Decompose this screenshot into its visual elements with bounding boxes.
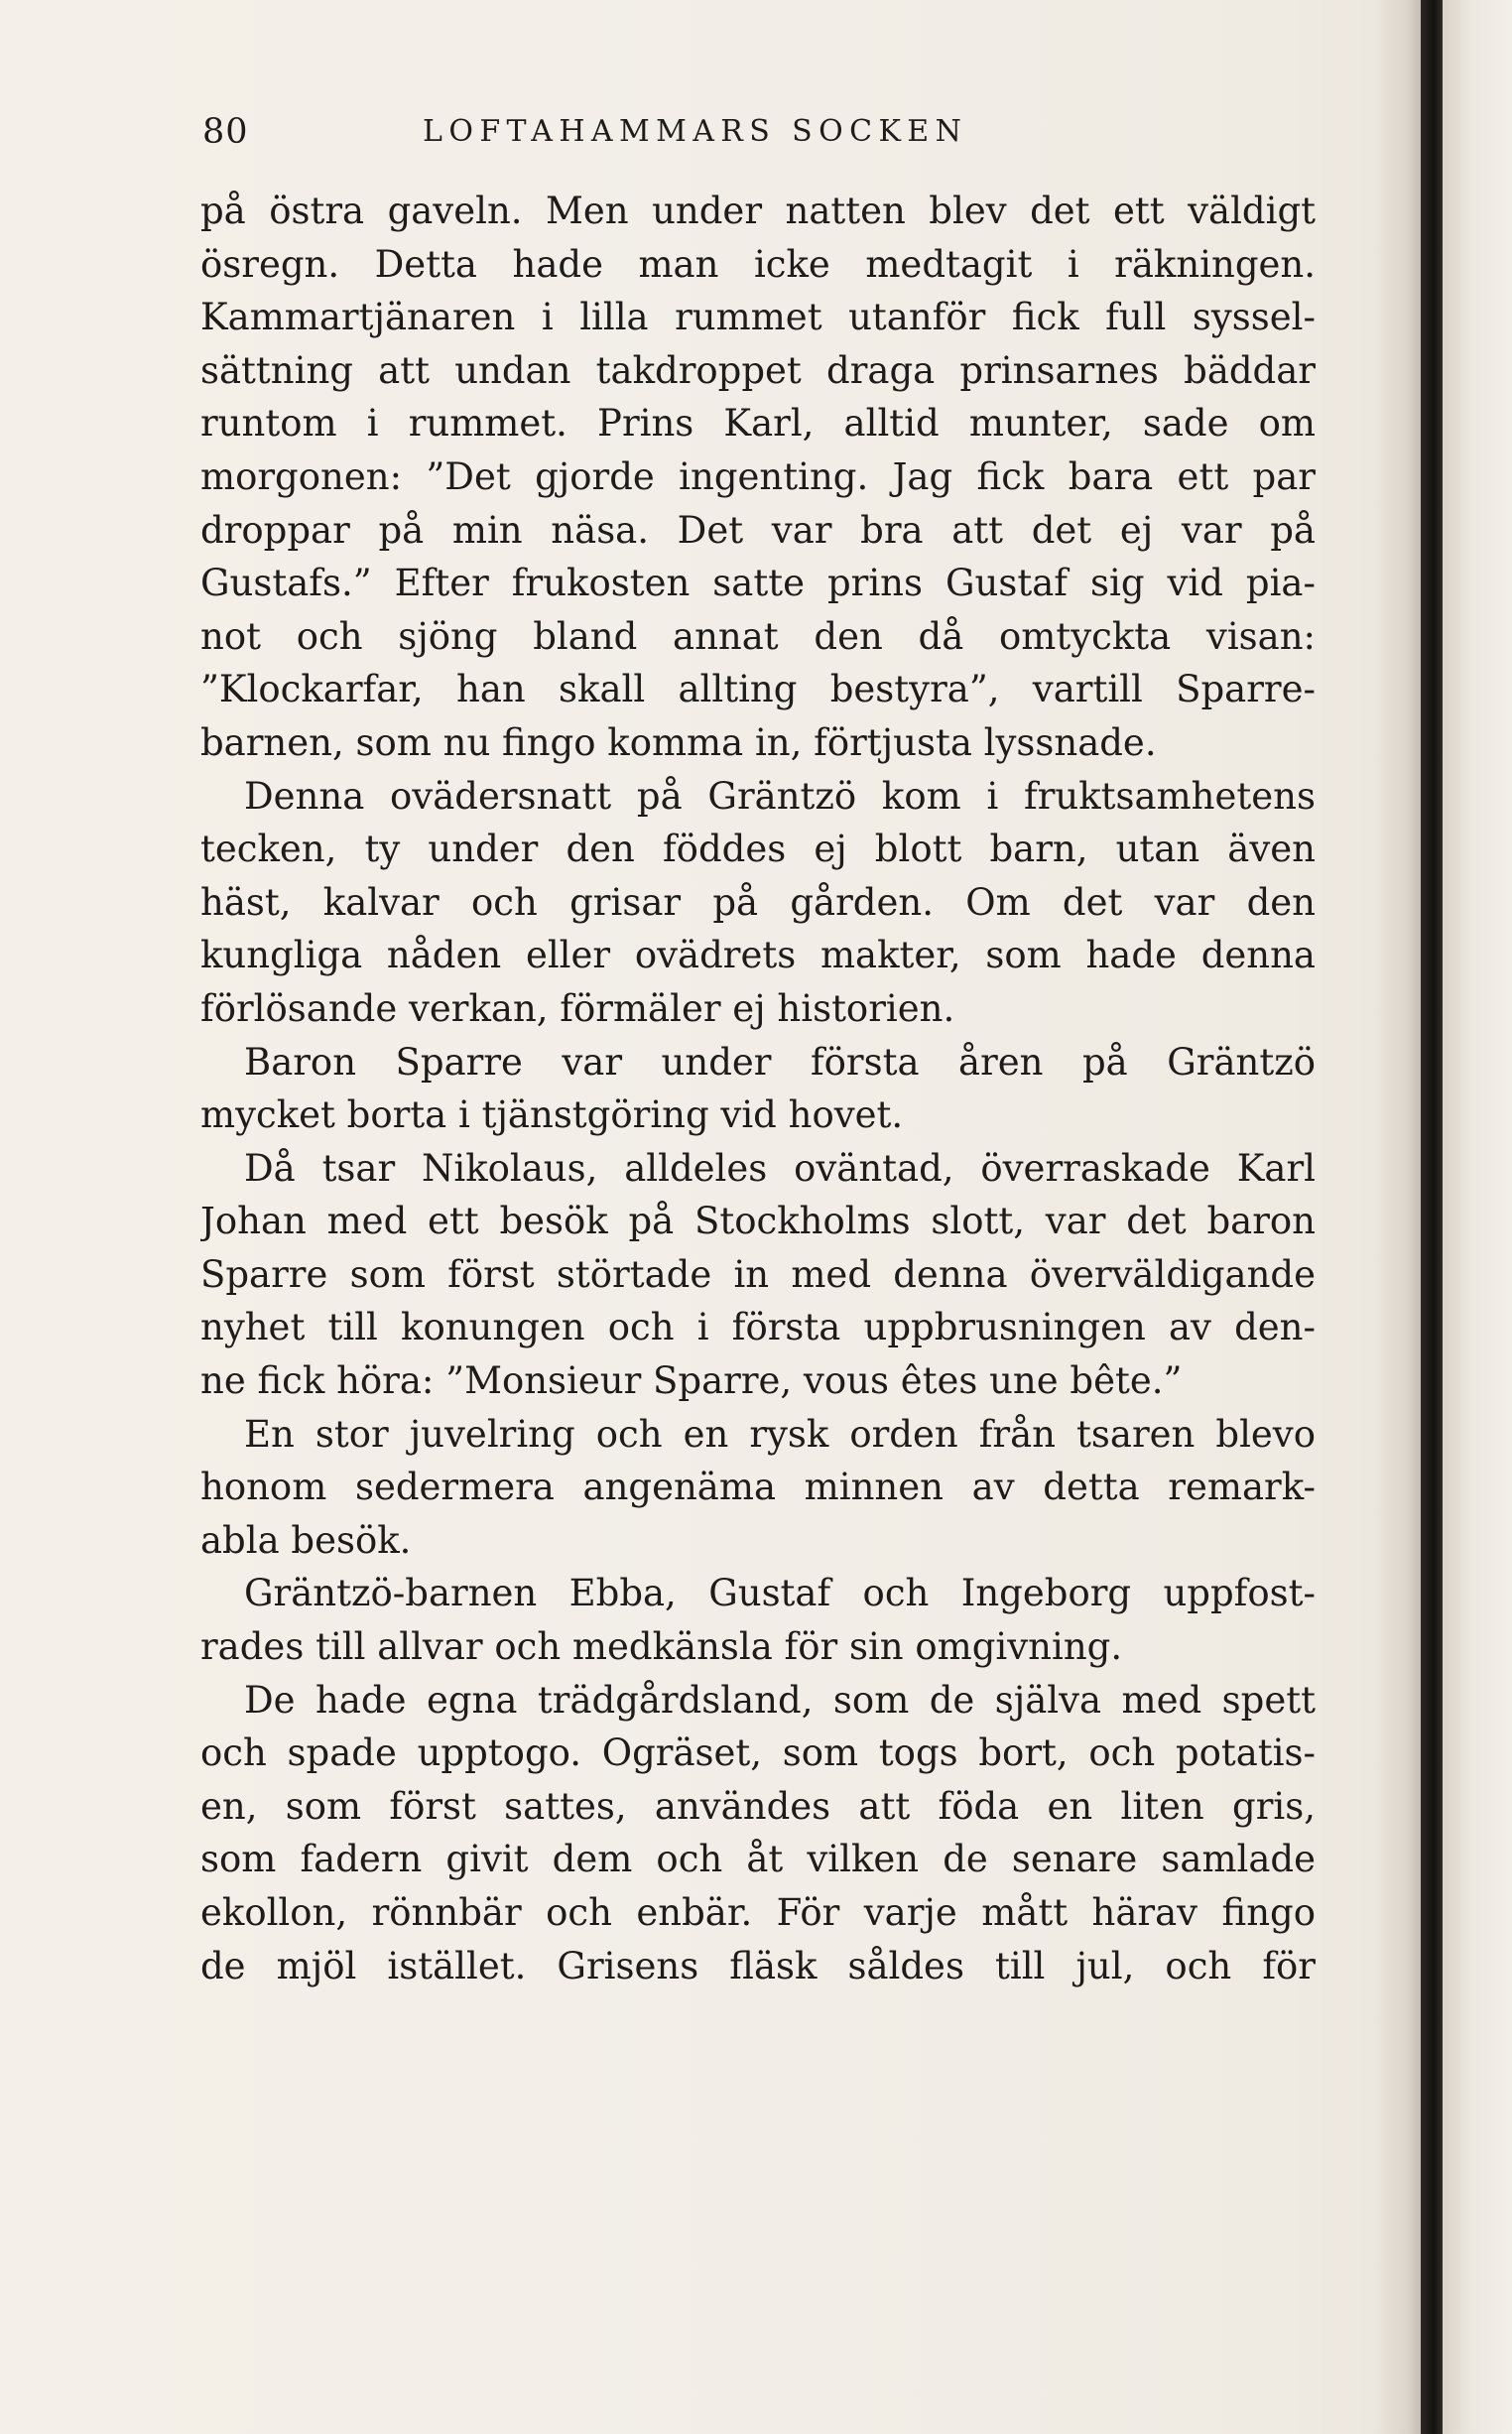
text-line: ”Klockarfar, han skall allting bestyra”, vartill Sparre- [200,668,1316,711]
text-line: droppar på min näsa. Det var bra att det ej var på [200,508,1316,552]
text-line: ösregn. Detta hade man icke medtagit i räkningen. [200,242,1316,286]
text-line: som fadern givit dem och åt vilken de senare samlade [200,1838,1316,1881]
text-line: Sparre som först störtade in med denna överväldigande [200,1252,1316,1296]
text-line: morgonen: ”Det gjorde ingenting. Jag fick bara ett par [200,454,1316,498]
text-line: ne fick höra: ”Monsieur Sparre, vous êtes une bête.” [200,1359,1183,1403]
text-line: Denna ovädersnatt på Gräntzö kom i fruktsamhetens [244,774,1316,818]
text-line: Kammartjänaren i lilla rummet utanför fick full syssel- [200,296,1316,339]
text-line: ekollon, rönnbär och enbär. För varje mått härav fingo [200,1891,1316,1934]
page-header [202,107,1314,157]
text-line: tecken, ty under den föddes ej blott barn, utan även [200,828,1316,871]
text-line: barnen, som nu fingo komma in, förtjusta lyssnade. [200,720,1157,764]
text-line: not och sjöng bland annat den då omtyckta visan: [200,614,1316,658]
facing-page-edge [1443,0,1512,2434]
text-line: de mjöl istället. Grisens fläsk såldes till jul, och för [200,1944,1316,1987]
text-line: Johan med ett besök på Stockholms slott, var det baron [200,1200,1316,1243]
text-line: Gustafs.” Efter frukosten satte prins Gustaf sig vid pia- [200,562,1316,605]
text-line: på östra gaveln. Men under natten blev det ett väldigt [200,190,1316,232]
text-line: Baron Sparre var under första åren på Gräntzö [244,1040,1316,1084]
text-line: förlösande verkan, förmäler ej historien. [200,986,955,1030]
running-title: LOFTAHAMMARS SOCKEN [423,114,968,149]
text-line: En stor juvelring och en rysk orden från tsaren blevo [244,1412,1316,1456]
text-line: rades till allvar och medkänsla för sin omgivning. [200,1625,1123,1669]
text-line: kungliga nåden eller ovädrets makter, som hade denna [200,934,1316,977]
text-line: häst, kalvar och grisar på gården. Om det var den [200,880,1316,924]
text-line: Gräntzö-barnen Ebba, Gustaf och Ingeborg uppfost- [244,1572,1316,1615]
text-line: och spade upptogo. Ogräset, som togs bort, och potatis- [200,1731,1316,1775]
page-number: 80 [202,112,249,152]
text-line: en, som först sattes, användes att föda en liten gris, [200,1784,1316,1828]
text-line: mycket borta i tjänstgöring vid hovet. [200,1093,904,1137]
book-spine [1421,0,1443,2434]
text-line: De hade egna trädgårdsland, som de själva med spett [244,1678,1316,1722]
text-line: abla besök. [200,1518,412,1562]
body-text [200,185,1316,1992]
text-line: nyhet till konungen och i första uppbrusningen av den- [200,1306,1316,1349]
text-line: sättning att undan takdroppet draga prinsarnes bäddar [200,348,1316,392]
text-line: honom sedermera angenäma minnen av detta remark- [200,1466,1316,1509]
text-line: runtom i rummet. Prins Karl, alltid munter, sade om [200,402,1316,446]
text-line: Då tsar Nikolaus, alldeles oväntad, överraskade Karl [244,1146,1316,1190]
